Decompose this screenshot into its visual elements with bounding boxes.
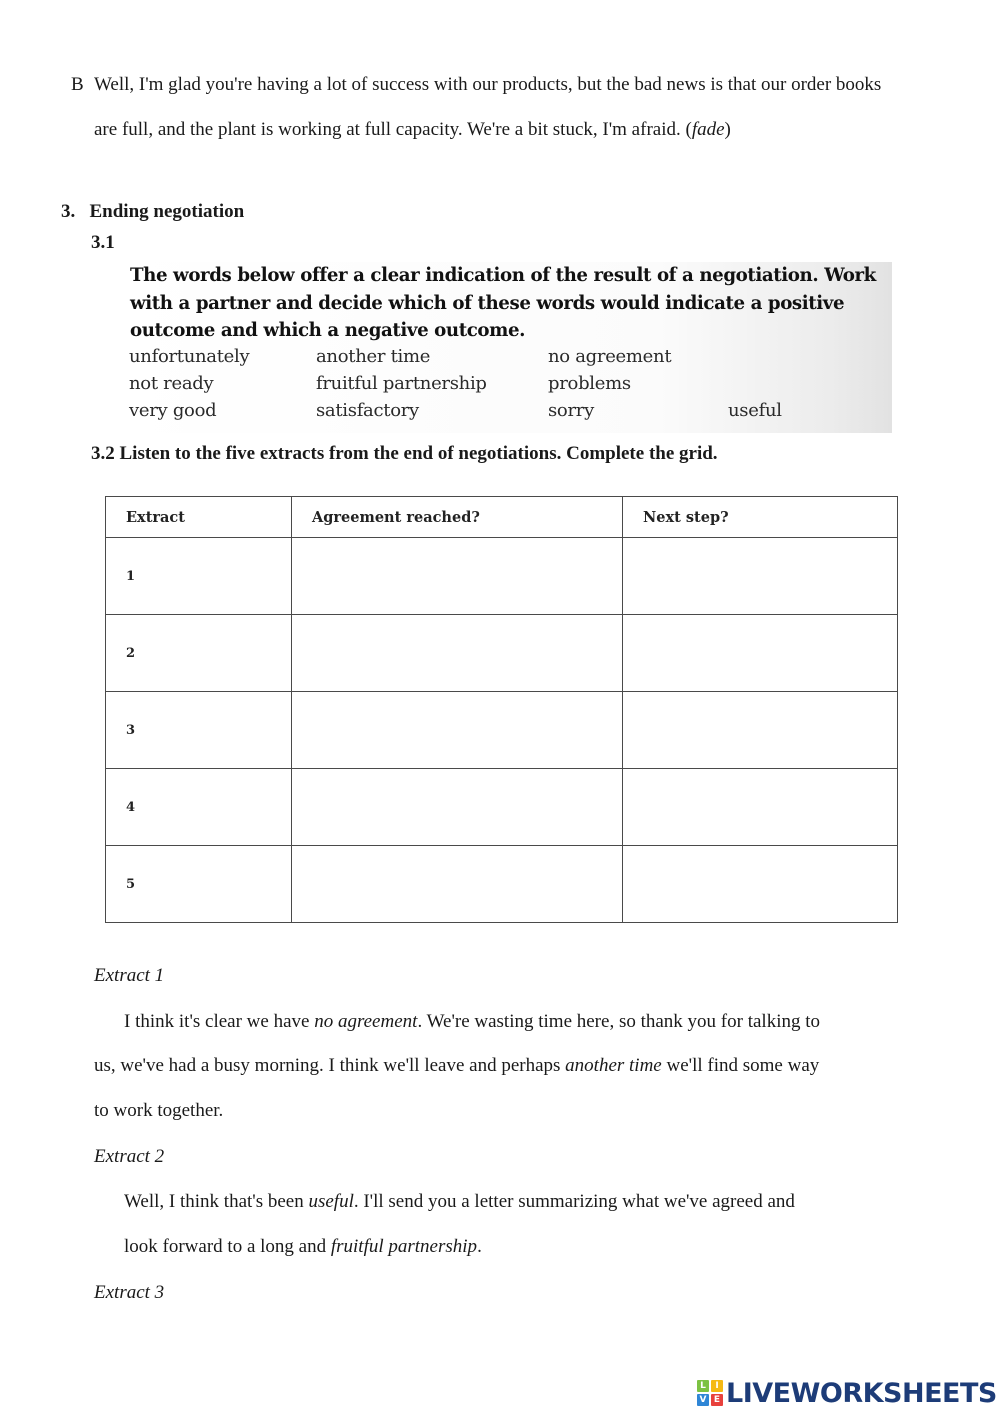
next-step-cell[interactable] — [623, 615, 898, 692]
agreement-cell[interactable] — [292, 615, 623, 692]
key-phrase: fruitful partnership — [330, 1236, 478, 1257]
header-next-step: Next step? — [623, 497, 898, 538]
next-step-cell[interactable] — [623, 538, 898, 615]
word-item: problems — [548, 373, 631, 394]
extract-1-line-3: to work together. — [94, 1100, 224, 1121]
next-step-cell[interactable] — [623, 846, 898, 923]
extract-1-title: Extract 1 — [94, 965, 165, 986]
dialogue-line-2: are full, and the plant is working at full capacity. We're a bit stuck, I'm afraid. (fade) — [94, 119, 731, 140]
agreement-cell[interactable] — [292, 846, 623, 923]
section-heading: 3. Ending negotiation — [61, 201, 245, 222]
logo-letter-v: V — [697, 1394, 709, 1406]
word-item: useful — [728, 400, 782, 421]
header-extract: Extract — [106, 497, 292, 538]
extract-number: 4 — [106, 769, 292, 846]
word-item: not ready — [129, 373, 214, 394]
word-item: satisfactory — [316, 400, 419, 421]
table-row — [106, 846, 898, 923]
extract-number: 1 — [106, 538, 292, 615]
answer-grid — [105, 496, 898, 923]
subsection-3-1: 3.1 — [91, 232, 115, 253]
extract-3-title: Extract 3 — [94, 1282, 165, 1303]
extract-number: 5 — [106, 846, 292, 923]
word-list-panel — [120, 262, 892, 433]
logo-letter-l: L — [697, 1380, 709, 1392]
stage-direction: fade — [691, 119, 725, 140]
table-row — [106, 615, 898, 692]
exercise-instruction: The words below offer a clear indication of the result of a negotiation. Work with a partner and decide which of these words would indicate a positive outcome and which a negative outcome. — [130, 265, 876, 341]
next-step-cell[interactable] — [623, 769, 898, 846]
extract-number: 3 — [106, 692, 292, 769]
liveworksheets-logo[interactable] — [697, 1378, 997, 1408]
word-item: sorry — [548, 400, 594, 421]
header-agreement: Agreement reached? — [292, 497, 623, 538]
extract-2-title: Extract 2 — [94, 1146, 165, 1167]
logo-text: LIVEWORKSHEETS — [726, 1377, 997, 1409]
key-phrase: useful — [308, 1191, 354, 1212]
table-row — [106, 769, 898, 846]
logo-letter-i: I — [711, 1380, 723, 1392]
next-step-cell[interactable] — [623, 692, 898, 769]
agreement-cell[interactable] — [292, 692, 623, 769]
key-phrase: another time — [565, 1055, 662, 1076]
extract-2-line-2: look forward to a long and fruitful partnership. — [124, 1236, 482, 1257]
key-phrase: no agreement — [314, 1011, 418, 1032]
logo-letter-e: E — [711, 1394, 723, 1406]
grid-header-row — [106, 497, 898, 538]
table-row — [106, 538, 898, 615]
dialogue-speaker: B — [71, 74, 84, 95]
subsection-3-2: 3.2 Listen to the five extracts from the end of negotiations. Complete the grid. — [91, 443, 718, 464]
word-item: another time — [316, 346, 431, 367]
word-item: unfortunately — [129, 346, 250, 367]
agreement-cell[interactable] — [292, 769, 623, 846]
extract-number: 2 — [106, 615, 292, 692]
agreement-cell[interactable] — [292, 538, 623, 615]
word-item: very good — [129, 400, 217, 421]
table-row — [106, 692, 898, 769]
logo-icon — [697, 1380, 723, 1406]
extract-2-line-1: Well, I think that's been useful. I'll send you a letter summarizing what we've agreed and — [124, 1191, 795, 1212]
extract-1-line-1: I think it's clear we have no agreement. We're wasting time here, so thank you for talking to — [124, 1011, 820, 1032]
extract-1-line-2: us, we've had a busy morning. I think we'll leave and perhaps another time we'll find some way — [94, 1055, 820, 1076]
word-item: fruitful partnership — [316, 373, 487, 394]
word-item: no agreement — [548, 346, 672, 367]
dialogue-line-1: Well, I'm glad you're having a lot of success with our products, but the bad news is that our order books — [94, 74, 882, 95]
